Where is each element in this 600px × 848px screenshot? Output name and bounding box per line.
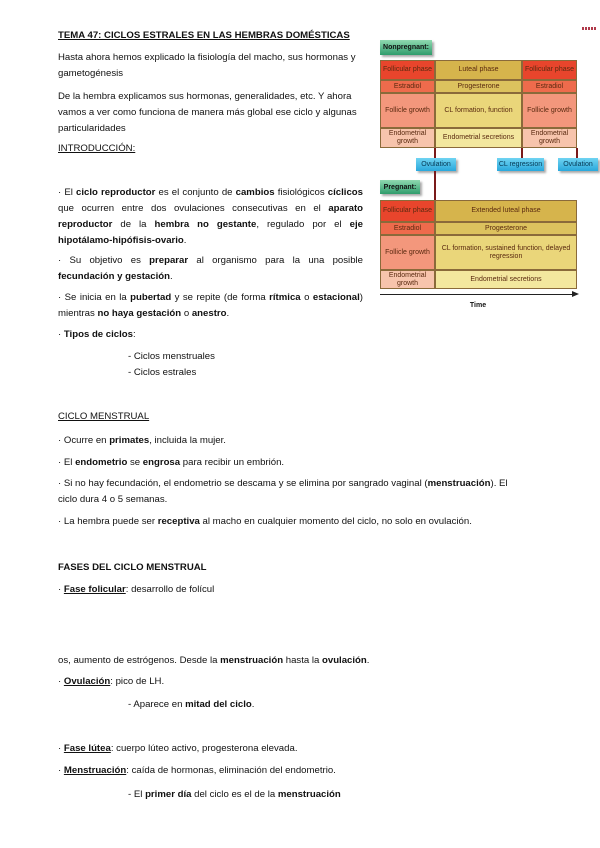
primer-dia bbox=[128, 787, 341, 803]
text-run: Hasta ahora hemos explicado la fisiología del macho, sus hormonas y gametogénesis bbox=[58, 52, 356, 79]
tipo-1 bbox=[128, 349, 215, 365]
text-run: o bbox=[300, 292, 313, 303]
pregnant-cell: Extended luteal phase bbox=[435, 200, 577, 222]
text-run: : pico de LH. bbox=[110, 676, 165, 687]
text-run: · El bbox=[58, 187, 77, 198]
text-run: al organismo para la una posible bbox=[188, 255, 363, 266]
nonpregnant-cell: Endometrial growth bbox=[522, 128, 577, 148]
text-run: · Ocurre en bbox=[58, 435, 110, 446]
nonpregnant-cell: Estradiol bbox=[522, 80, 577, 93]
bold-text: Fase folicular bbox=[63, 584, 126, 595]
bold-text: cambios bbox=[235, 187, 275, 198]
pregnant-label: Pregnant: bbox=[380, 180, 420, 194]
bold-text: Fase lútea bbox=[63, 743, 111, 754]
text-run: , incluida la mujer. bbox=[149, 435, 226, 446]
text-run: : caída de hormonas, eliminación del endometrio. bbox=[126, 765, 336, 776]
bold-text: anestro bbox=[191, 308, 227, 319]
text-run: y se repite (de forma bbox=[171, 292, 270, 303]
bold-text: ovulación bbox=[322, 655, 367, 666]
nonpregnant-cell: Endometrial growth bbox=[380, 128, 435, 148]
fase-folicular bbox=[58, 582, 214, 598]
time-arrow-icon bbox=[572, 291, 579, 297]
pregnant-cell: Estradiol bbox=[380, 222, 435, 235]
text-run: para recibir un embrión. bbox=[180, 457, 285, 468]
text-run: fisiológicos bbox=[274, 187, 328, 198]
heading-introduccion bbox=[58, 141, 135, 157]
bold-text: preparar bbox=[149, 255, 189, 266]
text-run: de la bbox=[112, 219, 155, 230]
nonpregnant-cell: Follicular phase bbox=[380, 60, 435, 80]
ovulacion bbox=[58, 674, 164, 690]
intro-p2 bbox=[58, 89, 368, 137]
bold-text: primates bbox=[109, 435, 150, 446]
text-run: , regulado por el bbox=[256, 219, 350, 230]
ovulation-to-pregnant-arrow bbox=[434, 171, 436, 200]
text-run: · Se inicia en la bbox=[58, 292, 131, 303]
bold-text: ciclo reproductor bbox=[76, 187, 156, 198]
corner-mark bbox=[582, 27, 596, 30]
pregnant-cell: Progesterone bbox=[435, 222, 577, 235]
text-run: o bbox=[181, 308, 192, 319]
text-run: : bbox=[133, 329, 136, 340]
ovulacion-mitad bbox=[128, 697, 254, 713]
text-run: · La hembra puede ser bbox=[58, 516, 158, 527]
bold-text: aparato reproductor bbox=[58, 203, 363, 230]
text-run: · bbox=[58, 743, 64, 754]
text-run: . bbox=[169, 271, 173, 282]
nonpregnant-cell: Endometrial secretions bbox=[435, 128, 522, 148]
bold-text: cíclicos bbox=[327, 187, 363, 198]
bold-text: menstruación bbox=[220, 655, 284, 666]
nonpregnant-cell: Follicle growth bbox=[522, 93, 577, 128]
bold-text: rítmica bbox=[269, 292, 301, 303]
text-run: . bbox=[183, 235, 187, 246]
nonpregnant-cell: Follicular phase bbox=[522, 60, 577, 80]
tipo-2 bbox=[128, 365, 196, 381]
text-run: · bbox=[58, 584, 64, 595]
text-run: - El bbox=[128, 789, 146, 800]
heading-fases bbox=[58, 560, 207, 576]
bold-text: fecundación y gestación bbox=[58, 271, 170, 282]
nonpregnant-cell: Progesterone bbox=[435, 80, 522, 93]
bold-text: endometrio bbox=[75, 457, 128, 468]
bold-text: engrosa bbox=[142, 457, 181, 468]
text-run: . bbox=[251, 699, 255, 710]
def-ciclo bbox=[58, 185, 363, 249]
bold-text: primer día bbox=[145, 789, 192, 800]
event-ovulation-2: Ovulation bbox=[558, 158, 598, 171]
event-ovulation: Ovulation bbox=[416, 158, 456, 171]
tipos bbox=[58, 327, 136, 343]
primates bbox=[58, 433, 226, 449]
bold-text: Ovulación bbox=[63, 676, 111, 687]
nonpregnant-cell: Follicle growth bbox=[380, 93, 435, 128]
bold-text: menstruación bbox=[427, 478, 491, 489]
fase-lutea bbox=[58, 741, 297, 757]
text-run: . bbox=[226, 308, 230, 319]
page-title: TEMA 47: CICLOS ESTRALES EN LAS HEMBRAS DOMÉSTICAS bbox=[58, 30, 350, 41]
pregnant-cell: Follicle growth bbox=[380, 235, 435, 270]
pregnant-cell: Follicular phase bbox=[380, 200, 435, 222]
text-run: - Aparece en bbox=[128, 699, 186, 710]
nonpregnant-cell: Luteal phase bbox=[435, 60, 522, 80]
bold-text: Menstruación bbox=[63, 765, 127, 776]
pregnant-cell: CL formation, sustained function, delayed regression bbox=[435, 235, 577, 270]
text-run: · bbox=[58, 676, 64, 687]
bold-text: Tipos de ciclos bbox=[63, 329, 134, 340]
text-run: · bbox=[58, 765, 64, 776]
descama bbox=[58, 476, 508, 508]
text-run: INTRODUCCIÓN: bbox=[58, 143, 136, 154]
text-run: ). El ciclo dura 4 o 5 semanas. bbox=[58, 478, 508, 505]
ovulation-arrow bbox=[434, 148, 436, 158]
bold-text: eje hipotálamo-hipófisis-ovario bbox=[58, 219, 363, 246]
event-cl-regression: CL regression bbox=[497, 158, 544, 171]
bold-text: FASES DEL CICLO MENSTRUAL bbox=[58, 562, 207, 573]
text-run: que ocurren entre dos ovulaciones consecutivas en el bbox=[58, 203, 329, 214]
text-run: : desarrollo de folícul bbox=[125, 584, 215, 595]
text-run: De la hembra explicamos sus hormonas, generalidades, etc. Y ahora vamos a ver como funciona de manera más global ese ciclo y algunas particularidades bbox=[58, 91, 357, 134]
text-run: del ciclo es el de la bbox=[191, 789, 278, 800]
text-run: : cuerpo lúteo activo, progesterona elevada. bbox=[110, 743, 298, 754]
text-run: ) mientras bbox=[58, 292, 363, 319]
text-run: os, aumento de estrógenos. Desde la bbox=[58, 655, 221, 666]
text-run: · El bbox=[58, 457, 76, 468]
fase-folicular-cont bbox=[58, 653, 369, 669]
nonpregnant-cell: Estradiol bbox=[380, 80, 435, 93]
text-run: · bbox=[58, 329, 64, 340]
endometrio bbox=[58, 455, 284, 471]
text-run: · Su objetivo es bbox=[58, 255, 150, 266]
inicio bbox=[58, 290, 363, 322]
cl-regression-arrow bbox=[521, 148, 523, 158]
time-label: Time bbox=[469, 301, 487, 309]
text-run: · Si no hay fecundación, el endometrio se descama y se elimina por sangrado vaginal ( bbox=[58, 478, 428, 489]
bold-text: no haya gestación bbox=[97, 308, 182, 319]
bold-text: mitad del ciclo bbox=[185, 699, 252, 710]
bold-text: pubertad bbox=[130, 292, 172, 303]
nonpregnant-cell: CL formation, function bbox=[435, 93, 522, 128]
text-run: hasta la bbox=[283, 655, 322, 666]
bold-text: menstruación bbox=[277, 789, 341, 800]
text-run: - Ciclos estrales bbox=[128, 367, 197, 378]
pregnant-cell: Endometrial growth bbox=[380, 270, 435, 289]
time-axis bbox=[380, 294, 572, 295]
text-run: se bbox=[127, 457, 143, 468]
bold-text: estacional bbox=[312, 292, 360, 303]
text-run: al macho en cualquier momento del ciclo, no solo en ovulación. bbox=[199, 516, 472, 527]
text-run: es el conjunto de bbox=[155, 187, 236, 198]
objetivo bbox=[58, 253, 363, 285]
intro-p1 bbox=[58, 50, 368, 82]
heading-ciclo-menstrual bbox=[58, 409, 149, 425]
ovulation-arrow-2 bbox=[576, 148, 578, 158]
bold-text: receptiva bbox=[157, 516, 200, 527]
pregnant-cell: Endometrial secretions bbox=[435, 270, 577, 289]
nonpregnant-label: Nonpregnant: bbox=[380, 40, 432, 55]
text-run: - Ciclos menstruales bbox=[128, 351, 215, 362]
bold-text: hembra no gestante bbox=[154, 219, 257, 230]
text-run: . bbox=[366, 655, 370, 666]
text-run: CICLO MENSTRUAL bbox=[58, 411, 150, 422]
receptiva bbox=[58, 514, 472, 530]
menstruacion bbox=[58, 763, 336, 779]
